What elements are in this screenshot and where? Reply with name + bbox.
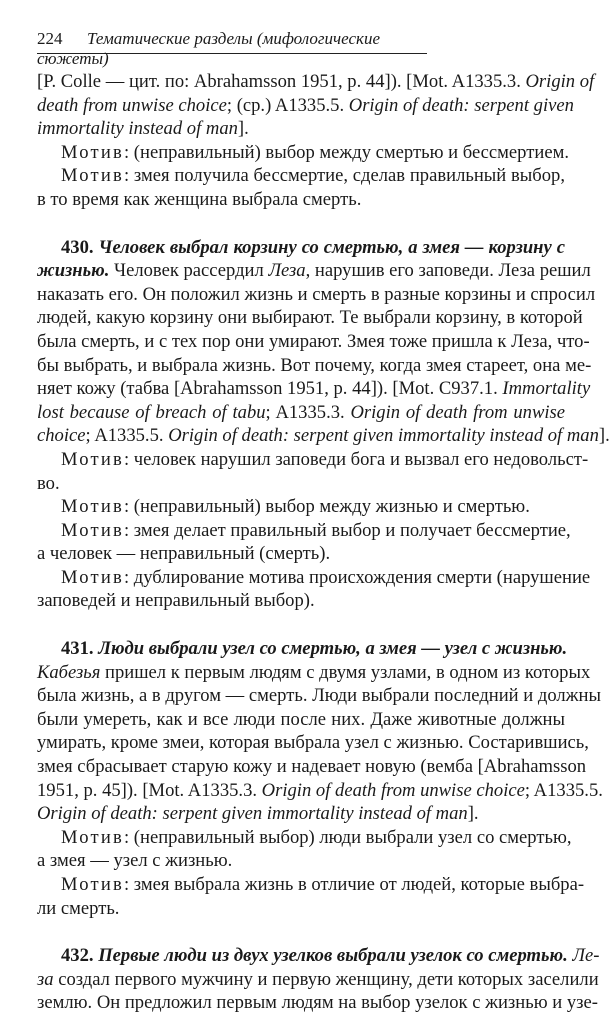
entry-text-line: жизнью. Человек рассердил Леза, нарушив его заповеди. Леза решил <box>37 260 591 282</box>
page-number: 224 <box>37 29 63 48</box>
italic-span: lost because of breach of tabu <box>37 401 266 423</box>
motif-label: Мотив <box>61 566 124 588</box>
motif-line: Мотив: змея получила бессмертие, сделав правильный выбор, <box>61 165 565 187</box>
entry-text-line: наказать его. Он положил жизнь и смерть в разные корзины и спросил <box>37 283 596 305</box>
entry-title-line <box>37 944 600 968</box>
running-title: Тематические разделы (мифологические сюжеты) <box>37 29 380 68</box>
italic-span: Кабезья <box>37 661 101 683</box>
entry-text-line: за создал первого мужчину и первую женщину, дети которых заселили <box>37 968 599 990</box>
entry-text-line: няет кожу (табва [Abrahamsson 1951, p. 44]). [Mot. C937.1. Immortality <box>37 378 591 400</box>
italic-span: Immortality <box>502 378 591 400</box>
motif-line: Мотив: (неправильный) выбор между смертью и бессмертием. <box>61 141 569 163</box>
motif-label: Мотив <box>61 448 124 470</box>
italic-span: Origin of <box>525 71 595 92</box>
entry-title: Человек выбрал корзину со смертью, а змея — корзину с <box>98 236 566 258</box>
entry-title: Люди выбрали узел со смертью, а змея — узел с жизнью. <box>98 638 568 660</box>
motif-line: Мотив: человек нарушил заповеди бога и вызвал его недовольст- <box>61 448 589 470</box>
running-header <box>37 29 427 68</box>
citation-line: death from unwise choice; (ср.) A1335.5. Origin of death: serpent given <box>37 94 574 116</box>
italic-span: за <box>37 968 54 990</box>
entry-text-line: людей, какую корзину они выбирают. Те выбрали корзину, в которой <box>37 307 583 329</box>
motif-label: Мотив <box>61 519 124 541</box>
entry-title-cont: жизнью. <box>37 260 110 282</box>
section-gap <box>37 920 565 944</box>
italic-span: Origin of death: serpent given immortality instead of man <box>37 803 468 825</box>
entry-text-line: Origin of death: serpent given immortality instead of man]. <box>37 803 479 825</box>
entry-text-line: choice; A1335.5. Origin of death: serpent given immortality instead of man]. <box>37 425 610 447</box>
entry-text-line: были умереть, как и все люди после них. Даже животные должны <box>37 708 565 730</box>
entry-text-line: бы выбрать, и выбрала жизнь. Вот почему, когда змея стареет, она ме- <box>37 354 592 376</box>
entry-text-line: была жизнь, а в другом — смерть. Люди выбрали последний и должны <box>37 685 601 707</box>
italic-span: Леза <box>268 260 306 282</box>
motif-line: Мотив: (неправильный) выбор между жизнью и смертью. <box>61 496 530 518</box>
entry-text-line: 1951, p. 45]). [Mot. A1335.3. Origin of death from unwise choice; A1335.5. <box>37 779 603 801</box>
motif-line: а человек — неправильный (смерть). <box>37 543 331 565</box>
entry-text-line: Кабезья пришел к первым людям с двумя узлами, в одном из которых <box>37 661 591 683</box>
italic-span: choice <box>37 425 86 447</box>
italic-span: immortality instead of man <box>37 118 238 140</box>
citation-line: immortality instead of man]. <box>37 118 249 140</box>
entry-text-line: змея сбрасывает старую кожу и надевает новую (вемба [Abrahamsson <box>37 756 587 778</box>
italic-span: Origin of death: serpent given <box>348 94 574 116</box>
citation-line: [P. Colle — цит. по: Abrahamsson 1951, p. 44]). [Mot. A1335.3. Origin of <box>37 71 595 92</box>
entry-text-line: lost because of breach of tabu; A1335.3. Origin of death from unwise <box>37 401 565 423</box>
motif-line: в то время как женщина выбрала смерть. <box>37 188 362 210</box>
entry-title-line <box>37 236 565 260</box>
italic-span: Origin of death from unwise choice <box>261 779 525 801</box>
motif-line: ли смерть. <box>37 897 120 919</box>
entry-title-line <box>37 637 568 661</box>
entry-text-line: была смерть, и с тех пор они умирают. Змея тоже пришла к Леза, что- <box>37 330 590 352</box>
italic-span: Ле- <box>567 945 600 967</box>
entry-text-line: землю. Он предложил первым людям на выбор узелок с жизнью и узе- <box>37 992 598 1014</box>
section-gap <box>37 613 565 637</box>
motif-label: Мотив <box>61 141 124 163</box>
motif-label: Мотив <box>61 826 124 848</box>
motif-line: во. <box>37 472 60 494</box>
entry-number: 432. <box>61 945 99 967</box>
section-gap <box>37 212 565 236</box>
motif-line: Мотив: змея выбрала жизнь в отличие от людей, которые выбра- <box>61 874 585 895</box>
motif-line: заповедей и неправильный выбор). <box>37 590 315 612</box>
motif-line: Мотив: (неправильный выбор) люди выбрали узел со смертью, <box>61 826 572 848</box>
motif-label: Мотив <box>61 496 124 518</box>
page-body <box>37 70 610 1015</box>
motif-line: а змея — узел с жизнью. <box>37 850 233 872</box>
motif-line: Мотив: дублирование мотива происхождения смерти (нарушение <box>61 566 591 588</box>
entry-title: Первые люди из двух узелков выбрали узелок со смертью. <box>98 945 568 967</box>
italic-span: Origin of death: serpent given immortality instead of man <box>168 425 599 447</box>
motif-line: Мотив: змея делает правильный выбор и получает бессмертие, <box>61 519 571 541</box>
italic-span: Origin of death from unwise <box>350 401 565 423</box>
motif-label: Мотив <box>61 874 124 895</box>
italic-span: death from unwise choice <box>37 94 227 116</box>
entry-number: 430. <box>61 236 99 258</box>
entry-text-line: умирать, кроме змеи, которая выбрала узел с жизнью. Состарившись, <box>37 732 589 754</box>
motif-label: Мотив <box>61 165 124 187</box>
entry-number: 431. <box>61 638 99 660</box>
